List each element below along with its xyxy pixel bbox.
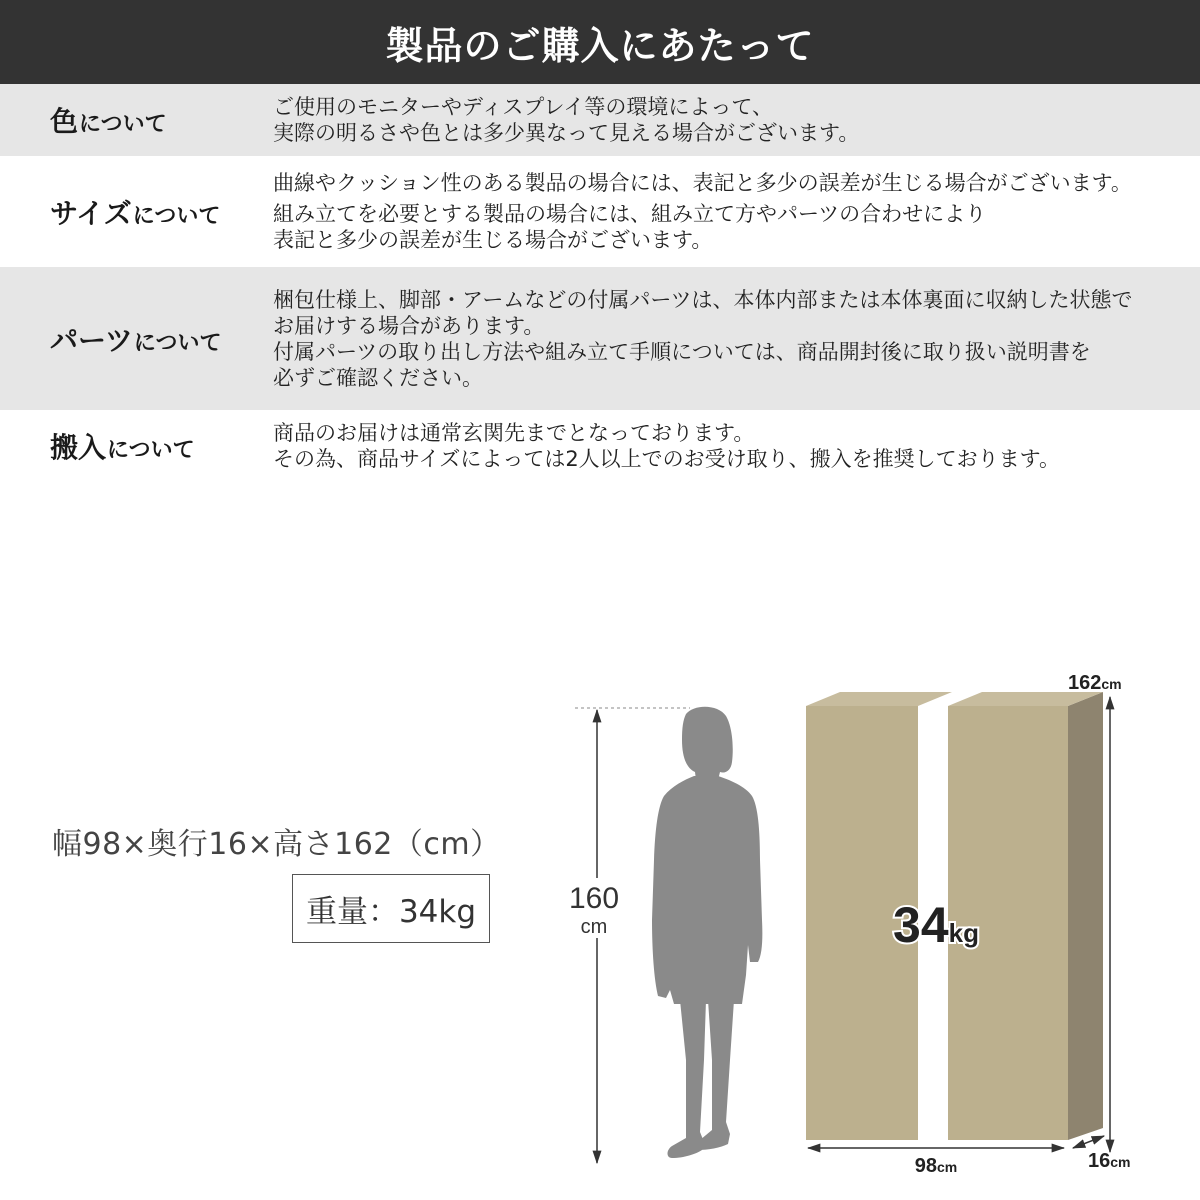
section-label-suffix: について <box>133 330 222 356</box>
section-delivery <box>0 410 1200 482</box>
box-width-value: 98 <box>914 1155 938 1177</box>
section-label-main: サイズ <box>50 196 132 230</box>
box-depth-label <box>1088 1150 1130 1172</box>
box-width-label <box>915 1155 957 1177</box>
box-width-unit: cm <box>937 1159 958 1175</box>
weight-text: 重量：34kg <box>305 894 477 930</box>
person-silhouette <box>652 707 762 1158</box>
person-head <box>682 707 733 780</box>
section-label-text <box>50 426 195 466</box>
box-height-value: 162 <box>1068 672 1102 694</box>
person-height-unit: cm <box>580 916 608 938</box>
page-header <box>0 0 1200 84</box>
person-leg-front <box>668 1000 707 1158</box>
dimensions-text: 幅98×奥行16×高さ162（cm） <box>52 827 501 862</box>
section-label <box>50 267 221 410</box>
box-depth-value: 16 <box>1088 1150 1111 1172</box>
section-label-suffix: について <box>79 112 167 137</box>
section-text-line: 組み立てを必要とする製品の場合には、組み立て方やパーツの合わせにより <box>273 202 987 226</box>
section-text <box>273 267 1200 410</box>
section-text-line: 必ずご確認ください。 <box>273 365 483 390</box>
section-label-text <box>50 319 221 359</box>
person-height-value: 160 <box>568 882 620 915</box>
section-label-main: 色 <box>50 105 79 138</box>
page-title: 製品のご購入にあたって <box>385 23 815 68</box>
section-label-suffix: について <box>132 203 221 229</box>
box-side-face <box>1068 692 1103 1140</box>
box-weight-unit: kg <box>948 918 979 948</box>
section-text-line: その為、商品サイズによっては2人以上でのお受け取り、搬入を推奨しております。 <box>273 447 1060 471</box>
cardboard-box <box>806 692 1103 1140</box>
section-label-text <box>50 100 167 140</box>
section-text-line: お届けする場合があります。 <box>273 313 545 338</box>
section-label <box>50 84 167 156</box>
section-text-line: 付属パーツの取り出し方法や組み立て手順については、商品開封後に取り扱い説明書を <box>273 339 1091 364</box>
section-text-line: 商品のお届けは通常玄関先までとなっております。 <box>273 421 755 445</box>
section-label-main: パーツ <box>50 323 133 357</box>
box-height-unit: cm <box>1101 676 1122 692</box>
size-comparison-diagram <box>540 660 1200 1200</box>
weight-box <box>292 874 490 943</box>
section-text <box>273 156 1200 267</box>
section-label-suffix: について <box>107 438 195 463</box>
section-label <box>50 156 220 267</box>
section-label <box>50 410 195 482</box>
section-text <box>273 84 1200 156</box>
box-height-label <box>1068 672 1122 694</box>
section-text-line: 表記と多少の誤差が生じる場合がございます。 <box>273 228 713 252</box>
section-label-text <box>50 192 220 232</box>
section-size <box>0 156 1200 267</box>
person-body <box>652 776 762 1004</box>
section-color <box>0 84 1200 156</box>
section-parts <box>0 267 1200 410</box>
box-depth-arrow <box>1073 1136 1104 1148</box>
section-text-line: ご使用のモニターやディスプレイ等の環境によって、 <box>273 95 774 119</box>
section-text-line: 実際の明るさや色とは多少異なって見える場合がございます。 <box>273 121 860 145</box>
section-label-main: 搬入 <box>50 431 107 464</box>
section-text-line: 梱包仕様上、脚部・アームなどの付属パーツは、本体内部または本体裏面に収納した状態で <box>273 287 1133 312</box>
section-text <box>273 410 1200 482</box>
section-text-line: 曲線やクッション性のある製品の場合には、表記と多少の誤差が生じる場合がございます。 <box>273 171 1132 195</box>
box-weight-value: 34 <box>893 897 949 953</box>
box-depth-unit: cm <box>1110 1154 1131 1170</box>
